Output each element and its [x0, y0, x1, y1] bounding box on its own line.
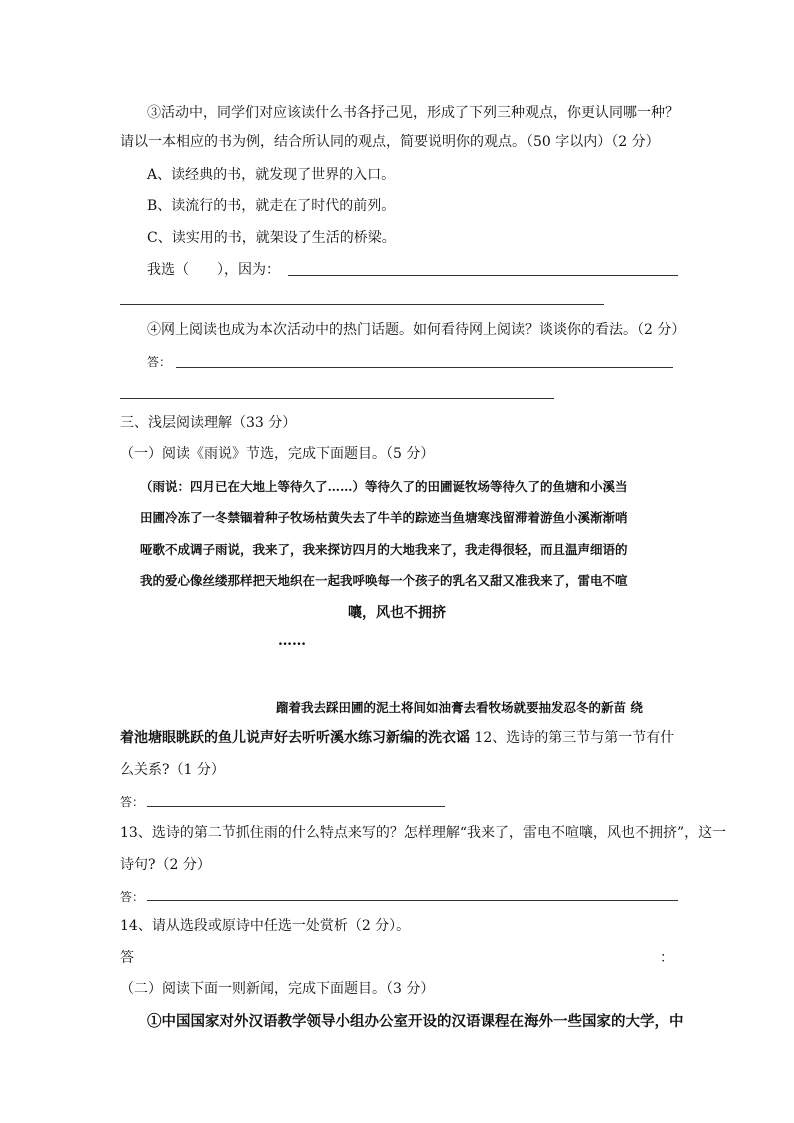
q13-answer-line[interactable] — [147, 900, 678, 901]
q14-answer-colon: ： — [660, 950, 674, 966]
q3-option-a: A、读经典的书，就发现了世界的入口。 — [147, 167, 396, 183]
poem-line-4: 我的爱心像丝缕那样把天地织在一起我呼唤每一个孩子的乳名又甜又准我来了，雷电不喧 — [140, 573, 628, 588]
part2-title: （二）阅读下面一则新闻，完成下面题目。（3 分） — [120, 981, 435, 997]
q12-answer-line[interactable] — [147, 806, 445, 807]
q13-line1: 13、选诗的第二节抓住雨的什么特点来写的？怎样理解“我来了，雷电不喧嚷，风也不拥挤”，这一 — [120, 825, 727, 841]
q3-answer-line-1[interactable] — [288, 275, 678, 276]
q14-line1: 14、请从选段或原诗中任选一处赏析（2 分）。 — [120, 918, 411, 934]
q12-part2: 么关系?（1 分） — [120, 762, 225, 778]
q3-option-c: C、读实用的书，就架设了生活的桥梁。 — [147, 230, 396, 246]
section3-title: 三、浅层阅读理解（33 分） — [120, 415, 297, 431]
q3-answer-line-2[interactable] — [120, 304, 604, 305]
poem-line-2: 田圃冷冻了一冬禁锢着种子牧场枯黄失去了牛羊的踪迹当鱼塘寒浅留滞着游鱼小溪渐渐哨 — [140, 510, 628, 525]
q4-line1: ④网上阅读也成为本次活动中的热门话题。如何看待网上阅读？谈谈你的看法。（2 分） — [147, 322, 686, 338]
q3-line2: 请以一本相应的书为例，结合所认同的观点，简要说明你的观点。（50 字以内）（2 分） — [120, 134, 660, 150]
poem-line-6: 蹓着我去踩田圃的泥土将间如油膏去看牧场就要抽发忍冬的新苗 绕 — [276, 700, 643, 715]
q3-line1: ③活动中，同学们对应该读什么书各抒己见，形成了下列三种观点，你更认同哪一种？ — [147, 105, 679, 121]
q12-answer-label: 答： — [120, 795, 145, 809]
q3-choose-prompt: 我选（ ），因为： — [147, 262, 280, 278]
poem-line-3: 哑歌不成调子雨说，我来了，我来探访四月的大地我来了，我走得很轻，而且温声细语的 — [140, 542, 628, 557]
q3-option-b: B、读流行的书，就走在了时代的前列。 — [147, 198, 396, 214]
q13-line2: 诗句?（2 分） — [120, 857, 211, 873]
poem-line-1: （雨说：四月已在大地上等待久了……）等待久了的田圃诞牧场等待久了的鱼塘和小溪当 — [140, 479, 628, 494]
poem-line-7: 着池塘眼眺跃的鱼儿说声好去听听溪水练习新编的洗衣谣 — [120, 730, 470, 746]
news-line-1: ①中国国家对外汉语教学领导小组办公室开设的汉语课程在海外一些国家的大学，中 — [147, 1013, 684, 1030]
q12-part1: 12、选诗的第三节与第一节有什 — [474, 730, 675, 746]
q13-answer-label: 答： — [120, 890, 145, 904]
q4-answer-line-1[interactable] — [176, 367, 673, 368]
poem-line-5: 嚷，风也不拥挤 — [348, 605, 446, 621]
q4-answer-label: 答： — [147, 355, 172, 369]
poem-line-7-and-q12 — [120, 728, 674, 748]
q14-answer-label: 答 — [120, 950, 134, 966]
part1-title: （一）阅读《雨说》节选，完成下面题目。（5 分） — [120, 446, 435, 462]
poem-ellipsis: …… — [278, 633, 306, 649]
q4-answer-line-2[interactable] — [120, 398, 554, 399]
